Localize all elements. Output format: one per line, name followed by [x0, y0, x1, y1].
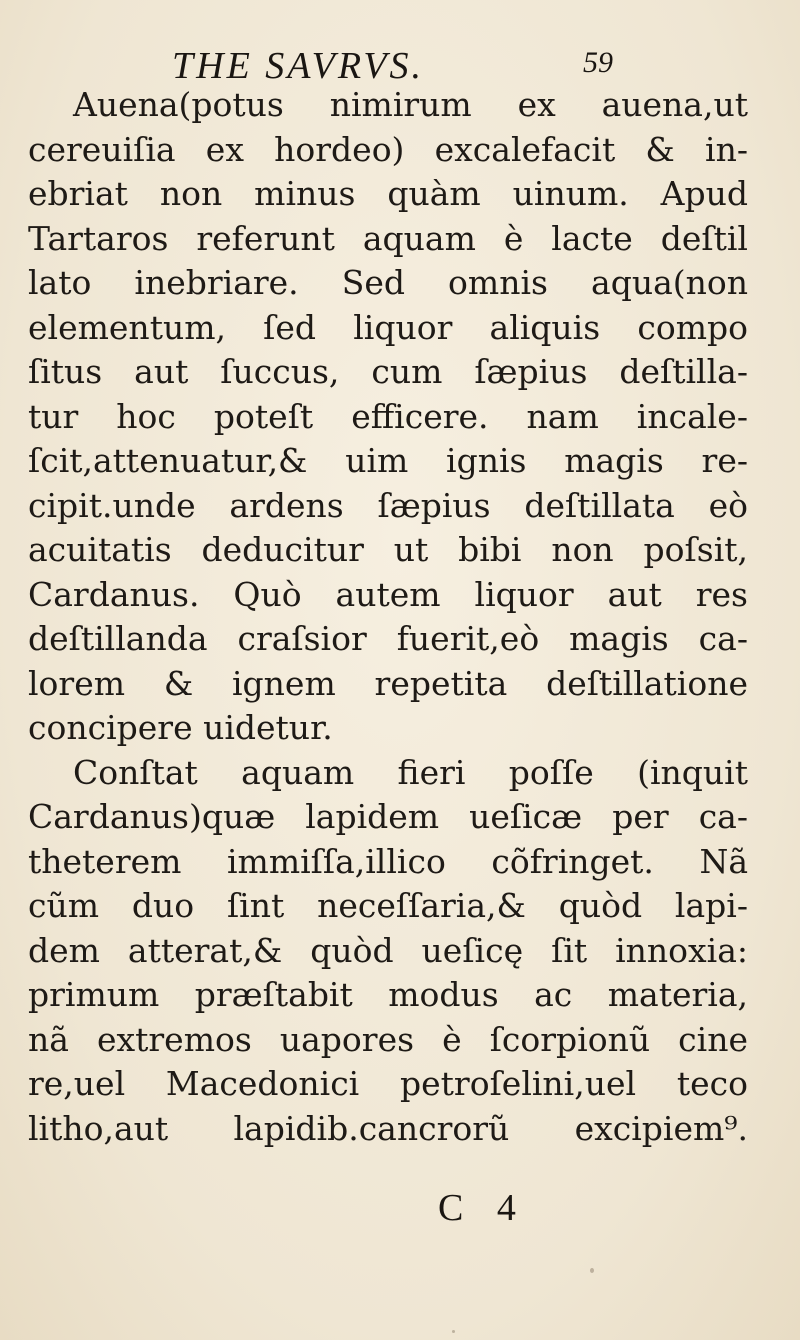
- text-line: concipere uidetur.: [28, 708, 333, 747]
- text-line: lorem & ignem repetita deſtillatione: [28, 663, 748, 703]
- text-line: theterem immiſſa,illico cõfringet. Nã: [28, 841, 748, 881]
- text-line: ſcit,attenuatur,& uim ignis magis re-: [28, 441, 748, 480]
- text-line: elementum, ſed liquor aliquis compo: [28, 307, 748, 347]
- text-line: Tartaros referunt aquam è lacte deſtil: [28, 218, 748, 258]
- text-line: re,uel Macedonici petroſelini,uel teco: [28, 1064, 748, 1103]
- text-line: tur hoc poteſt efficere. nam incale-: [28, 396, 748, 436]
- text-line: cũm duo ſint neceſſaria,& quòd lapi-: [28, 886, 748, 925]
- text-line: ſitus aut ſuccus, cum ſæpius deſtilla-: [28, 352, 748, 391]
- text-line: litho,aut lapidib.cancrorũ excipiem⁹.: [28, 1108, 748, 1148]
- page-number: 59: [583, 46, 613, 79]
- text-line: primum præſtabit modus ac materia,: [28, 975, 748, 1014]
- text-line: cipit.unde ardens ſæpius deſtillata eò: [28, 485, 748, 525]
- signature-mark: C 4: [438, 1187, 528, 1229]
- text-line: dem atterat,& quòd ueſicę ſit innoxia:: [28, 930, 748, 970]
- paper-speck: [590, 1268, 594, 1273]
- text-line: Auena(potus nimirum ex auena,ut: [73, 85, 748, 124]
- text-line: ebriat non minus quàm uinum. Apud: [28, 174, 748, 213]
- body-text: [28, 83, 788, 1151]
- text-line: Cardanus)quæ lapidem ueſicæ per ca-: [28, 797, 748, 836]
- text-line: Cardanus. Quò autem liquor aut res: [28, 574, 748, 614]
- text-line: acuitatis deducitur ut bibi non poſsit,: [28, 530, 748, 569]
- running-title: THE SAVRVS.: [172, 45, 425, 87]
- text-line: lato inebriare. Sed omnis aqua(non: [28, 263, 748, 302]
- text-line: cereuiſia ex hordeo) excalefacit & in-: [28, 129, 748, 169]
- paper-speck: [452, 1330, 455, 1333]
- text-line: deſtillanda craſsior fuerit,eò magis ca-: [28, 619, 748, 658]
- text-line: Conſtat aquam fieri poſſe (inquit: [73, 752, 748, 792]
- text-line: nã extremos uapores è ſcorpionũ cine: [28, 1019, 748, 1059]
